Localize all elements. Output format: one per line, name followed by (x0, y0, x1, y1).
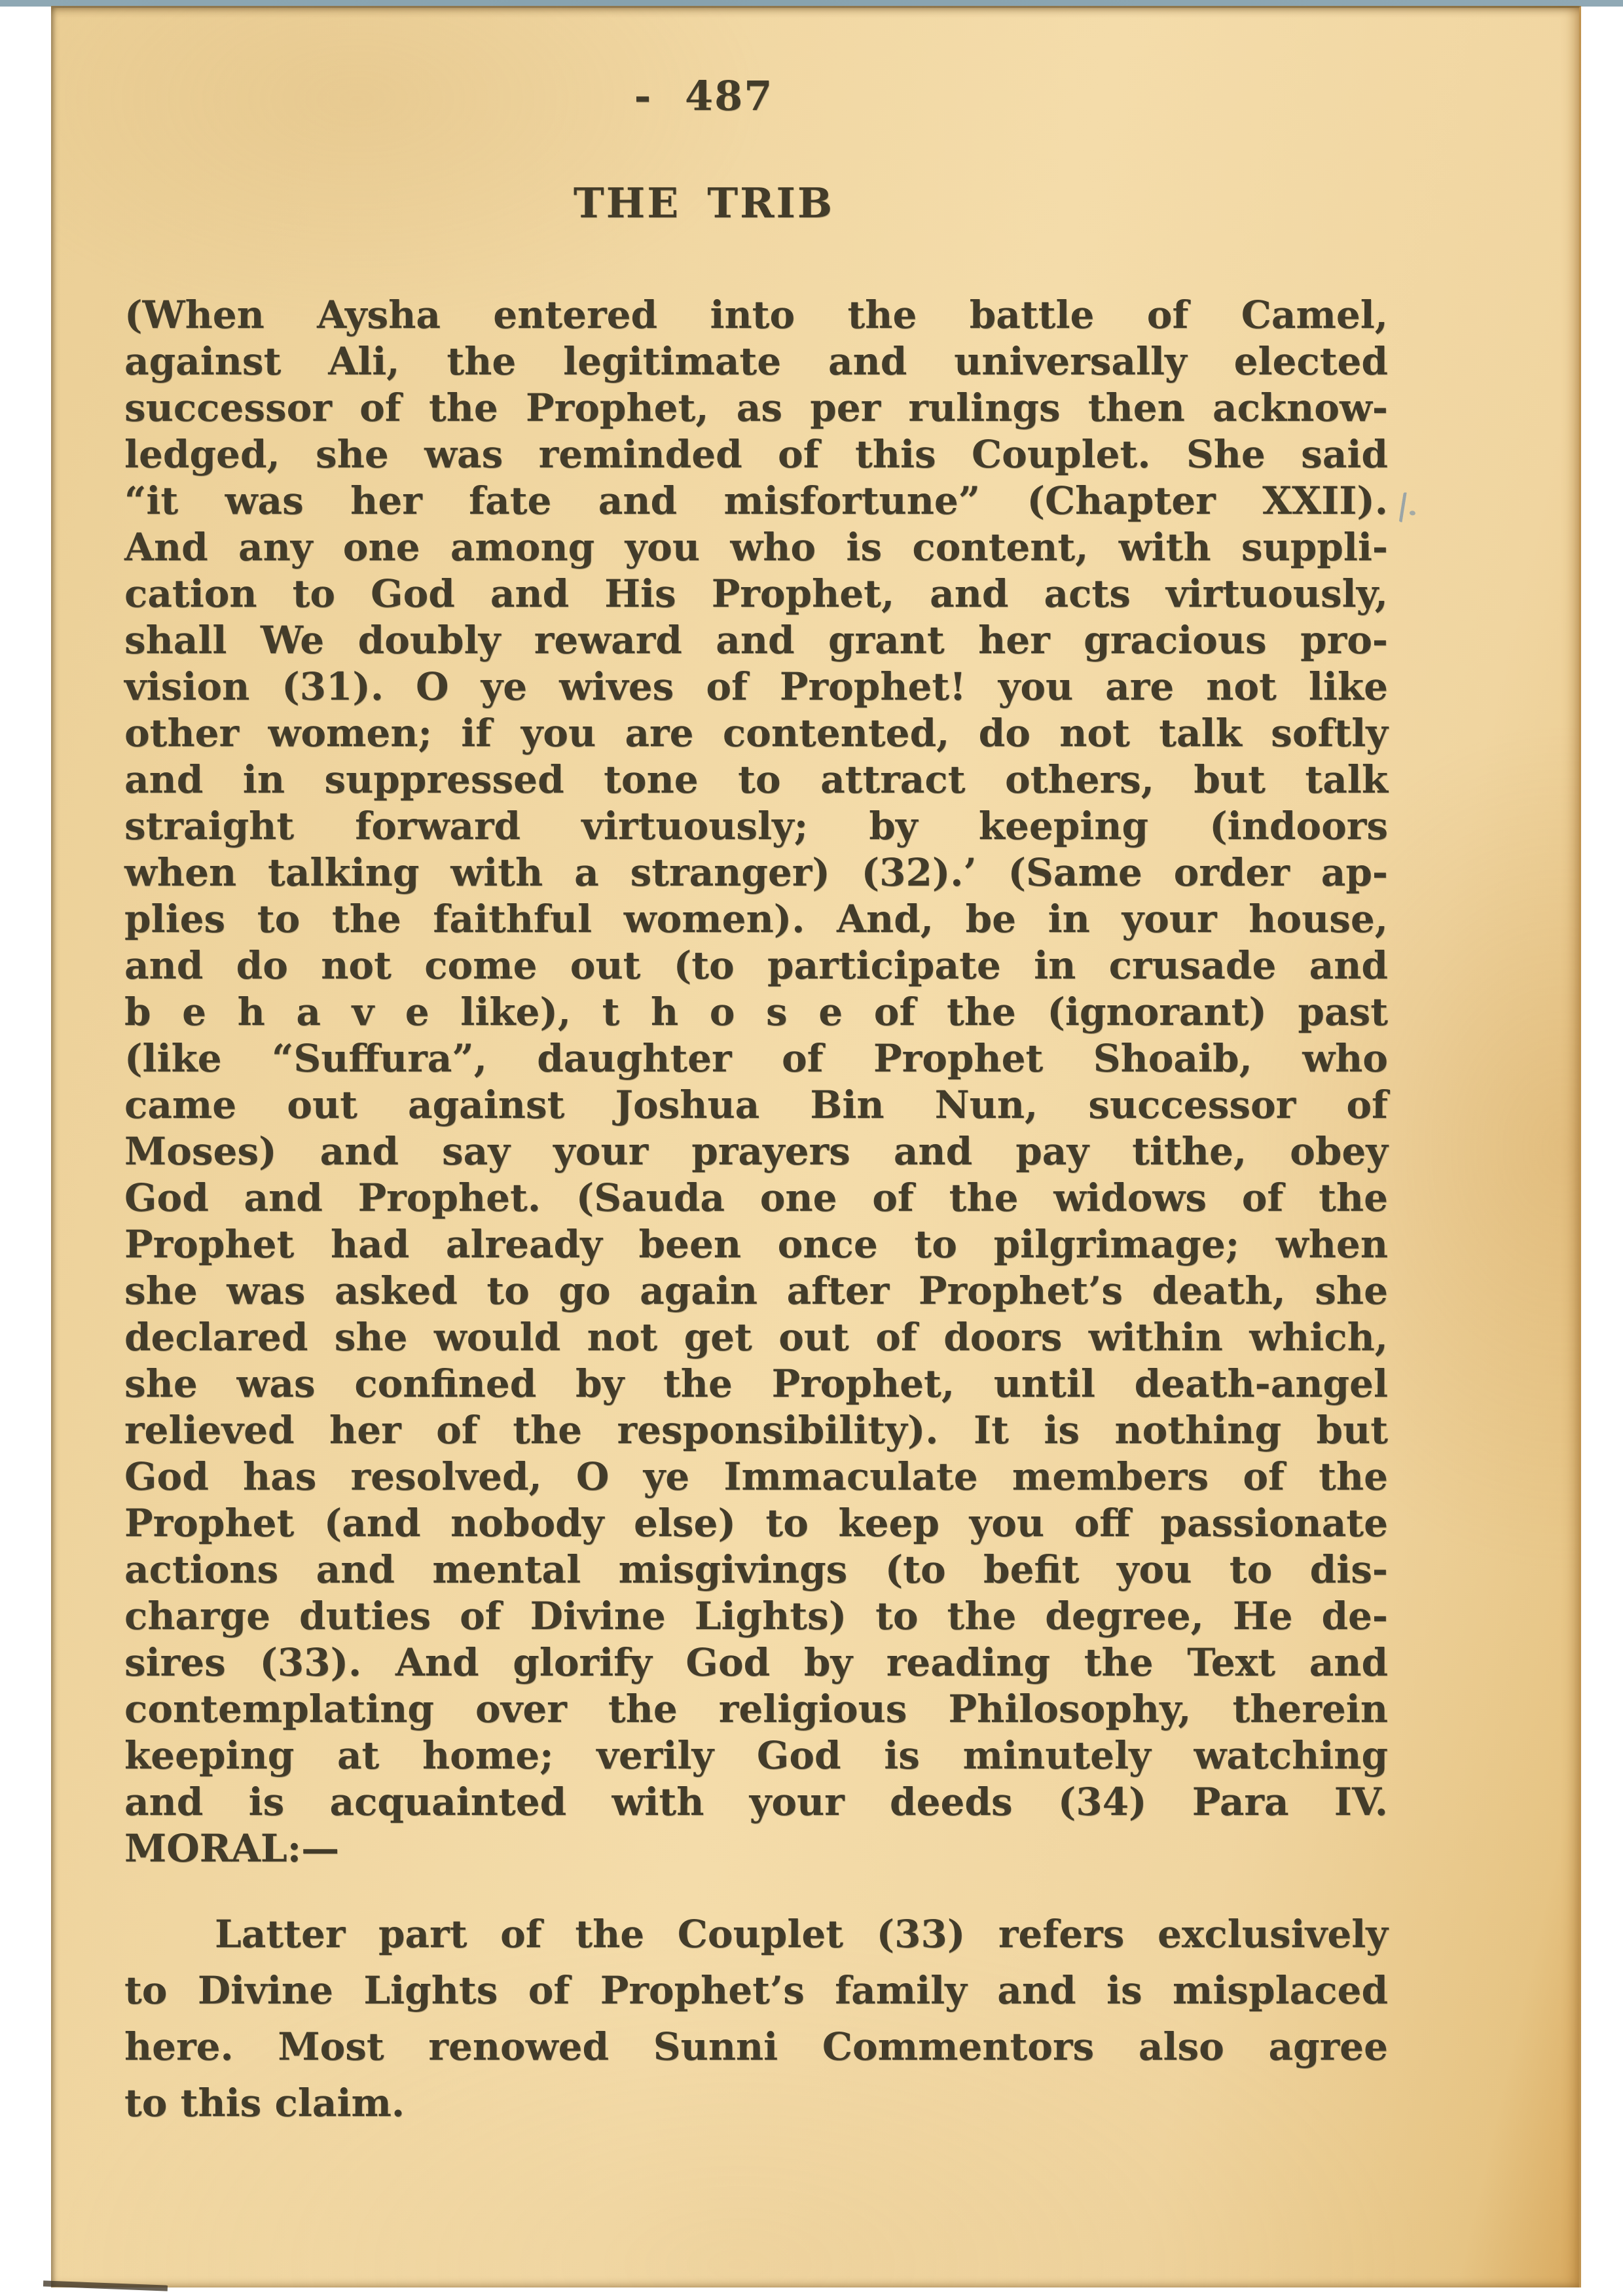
text-line: to Divine Lights of Prophet’s family and is misplaced (124, 1968, 1388, 2013)
text-line: she was confined by the Prophet, until death-angel (124, 1361, 1388, 1406)
text-line: b e h a v e like), t h o s e of the (ignorant) past (124, 990, 1388, 1034)
text-line: other women; if you are contented, do not talk softly (124, 711, 1388, 755)
text-line: God and Prophet. (Sauda one of the widows of the (124, 1175, 1388, 1220)
main-paragraph (124, 292, 1388, 1872)
text-line: cation to God and His Prophet, and acts virtuously, (124, 571, 1388, 616)
text-line: ledged, she was reminded of this Couplet. She said (124, 432, 1388, 476)
text-line: actions and mental misgivings (to befit you to dis- (124, 1547, 1388, 1592)
text-line: charge duties of Divine Lights) to the degree, He de- (124, 1594, 1388, 1638)
text-line: and is acquainted with your deeds (34) Para IV. (124, 1780, 1388, 1824)
text-line: when talking with a stranger) (32).’ (Same order ap- (124, 850, 1388, 895)
text-line: relieved her of the responsibility). It is nothing but (124, 1408, 1388, 1452)
page-number: - 487 (634, 72, 774, 120)
text-line: Prophet had already been once to pilgrimage; when (124, 1222, 1388, 1266)
text-line: Moses) and say your prayers and pay tithe, obey (124, 1129, 1388, 1174)
text-line: (like “Suffura”, daughter of Prophet Shoaib, who (124, 1036, 1388, 1081)
text-line: “it was her fate and misfortune” (Chapter XXII). (124, 478, 1388, 523)
text-line: plies to the faithful women). And, be in your house, (124, 897, 1388, 941)
text-line: shall We doubly reward and grant her gracious pro- (124, 618, 1388, 662)
text-line: and in suppressed tone to attract others, but talk (124, 757, 1388, 802)
text-line: vision (31). O ye wives of Prophet! you are not like (124, 664, 1388, 709)
text-line: sires (33). And glorify God by reading the Text and (124, 1640, 1388, 1685)
text-line: Prophet (and nobody else) to keep you off passionate (124, 1501, 1388, 1545)
text-line: declared she would not get out of doors within which, (124, 1315, 1388, 1359)
text-line: And any one among you who is content, with suppli- (124, 525, 1388, 569)
text-line: came out against Joshua Bin Nun, successor of (124, 1083, 1388, 1127)
text-line: she was asked to go again after Prophet’s death, she (124, 1268, 1388, 1313)
text-line: against Ali, the legitimate and universally elected (124, 339, 1388, 384)
page-title: THE TRIB (573, 179, 835, 227)
text-line: straight forward virtuously; by keeping (indoors (124, 804, 1388, 848)
pen-mark-icon (1399, 492, 1424, 525)
text-line: here. Most renowed Sunni Commentors also agree (124, 2024, 1388, 2069)
text-line: contemplating over the religious Philosophy, therein (124, 1687, 1388, 1731)
text-line: Latter part of the Couplet (33) refers exclusively (215, 1912, 1388, 1956)
page-bottom-edge (43, 2280, 168, 2291)
text-line: successor of the Prophet, as per rulings then acknow- (124, 386, 1388, 430)
text-line: and do not come out (to participate in crusade and (124, 943, 1388, 988)
text-line: God has resolved, O ye Immaculate members of the (124, 1454, 1388, 1499)
closing-paragraph (124, 1906, 1388, 2131)
book-page (51, 6, 1581, 2287)
text-line: keeping at home; verily God is minutely watching (124, 1733, 1388, 1778)
text-line: to this claim. (124, 2081, 405, 2125)
moral-heading: MORAL:— (124, 1826, 340, 1871)
text-line: (When Aysha entered into the battle of Camel, (124, 293, 1388, 337)
